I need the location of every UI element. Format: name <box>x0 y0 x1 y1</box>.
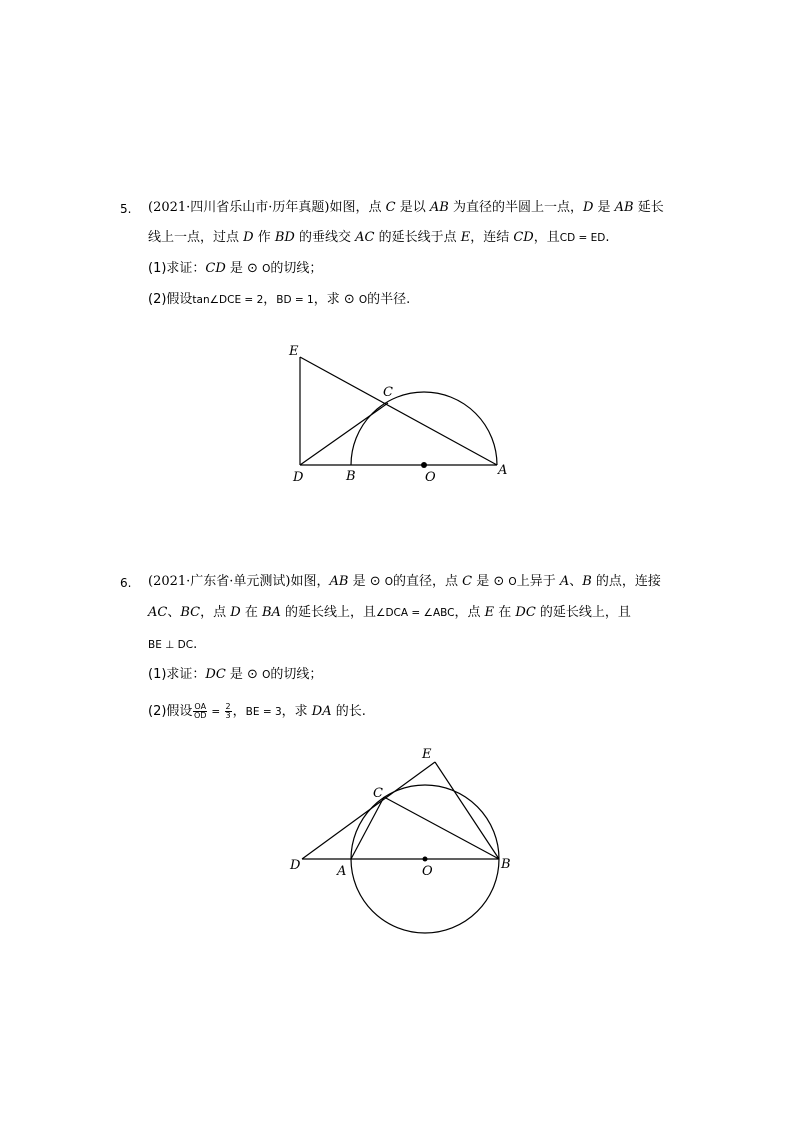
label-D: D <box>293 470 304 485</box>
var: O <box>358 294 368 306</box>
var: B <box>582 574 592 589</box>
var: BC <box>180 605 201 620</box>
var: C <box>462 574 473 589</box>
text: 如图，点 <box>329 200 386 215</box>
text: 、 <box>167 605 181 620</box>
text: ， <box>263 292 277 307</box>
var: D <box>243 230 254 245</box>
text: ，点 <box>200 605 231 620</box>
var: DC <box>515 605 536 620</box>
var: E <box>460 230 471 245</box>
equals: = <box>208 706 224 718</box>
text: 的延长线于点 <box>374 230 461 245</box>
fraction-two-thirds <box>225 703 232 720</box>
text: 线上一点，过点 <box>148 230 244 245</box>
text: ，求 ⊙ <box>313 292 359 307</box>
var: AB <box>614 200 634 215</box>
segment-EA <box>300 357 497 465</box>
label-E: E <box>422 747 432 762</box>
text: ，点 <box>454 605 485 620</box>
text: 、 <box>569 574 583 589</box>
var: O <box>262 669 271 681</box>
var: BA <box>261 605 281 620</box>
text: ，且 <box>533 230 560 245</box>
text: (2)假设 <box>148 292 193 307</box>
text: 的直径，点 <box>393 574 463 589</box>
var: D <box>582 200 594 215</box>
semicircle <box>351 392 497 465</box>
problem-statement-line-3 <box>148 636 197 654</box>
text: 在 <box>494 605 516 620</box>
problem-statement-line-2 <box>148 604 631 622</box>
text: 如图， <box>290 574 330 589</box>
var: CD <box>205 261 226 276</box>
var: O <box>508 576 517 588</box>
text: 的半径. <box>367 292 411 307</box>
source-tag: (2021·广东省·单元测试) <box>148 574 291 589</box>
text: 是 ⊙ <box>472 574 509 589</box>
var: C <box>385 200 396 215</box>
problem-statement-line-1 <box>148 573 661 591</box>
text: 是以 <box>395 200 430 215</box>
numerator: 2 <box>225 702 231 711</box>
text: 上异于 <box>516 574 560 589</box>
text: 作 <box>253 230 275 245</box>
var: CD <box>513 230 534 245</box>
fraction-oa-od <box>193 703 207 720</box>
label-C: C <box>383 385 393 400</box>
text: (1)求证： <box>148 261 206 276</box>
question-1 <box>148 666 322 684</box>
text: ，求 <box>281 704 312 719</box>
var: O <box>384 576 394 588</box>
var: E <box>484 605 495 620</box>
label-O: O <box>425 470 436 485</box>
text: 为直径的半圆上一点， <box>448 200 583 215</box>
var: DC <box>205 667 226 682</box>
text: 是 <box>593 200 615 215</box>
var: AC <box>355 230 375 245</box>
text: 的长. <box>331 704 366 719</box>
label-O: O <box>422 864 433 879</box>
var: D <box>230 605 241 620</box>
text: . <box>605 230 610 245</box>
equation: CD = ED <box>559 232 606 244</box>
var: DA <box>311 704 332 719</box>
denominator: OD <box>194 711 207 720</box>
equation: ∠DCA = ∠ABC <box>376 607 455 619</box>
text: 在 <box>240 605 262 620</box>
label-D: D <box>290 858 301 873</box>
segment-DC <box>300 403 388 465</box>
equation: tan∠DCE = 2 <box>192 294 264 306</box>
label-B: B <box>346 469 356 484</box>
label-A: A <box>337 864 347 879</box>
source-tag: (2021·四川省乐山市·历年真题) <box>148 200 330 215</box>
text: 是 ⊙ <box>348 574 385 589</box>
equation: BE = 3 <box>245 706 282 718</box>
text: 的切线； <box>270 667 323 682</box>
text: (2)假设 <box>148 704 193 719</box>
text: 的延长线上，且 <box>280 605 377 620</box>
text: 的切线； <box>270 261 323 276</box>
equation: BD = 1 <box>276 294 314 306</box>
label-C: C <box>373 786 383 801</box>
text: 的延长线上，且 <box>535 605 631 620</box>
var: AB <box>329 574 349 589</box>
text: . <box>193 637 198 652</box>
center-point <box>421 462 427 468</box>
var: A <box>559 574 570 589</box>
label-E: E <box>289 344 299 359</box>
question-2 <box>148 703 366 721</box>
var: O <box>262 263 271 275</box>
denominator: 3 <box>225 711 231 720</box>
label-B: B <box>501 857 511 872</box>
var: AC <box>148 605 168 620</box>
var: BD <box>274 230 295 245</box>
text: ， <box>232 704 246 719</box>
var: AB <box>429 200 449 215</box>
text: (1)求证： <box>148 667 206 682</box>
numerator: OA <box>194 702 207 711</box>
text: 延长 <box>633 200 664 215</box>
equation: BE ⊥ DC <box>148 639 194 651</box>
text: 是 ⊙ <box>225 667 263 682</box>
problem-number: 6. <box>120 576 132 590</box>
text: 是 ⊙ <box>225 261 263 276</box>
text: 的点，连接 <box>591 574 661 589</box>
label-A: A <box>498 463 508 478</box>
text: ，连结 <box>470 230 514 245</box>
text: 的垂线交 <box>294 230 356 245</box>
problem-number: 5. <box>120 202 132 216</box>
